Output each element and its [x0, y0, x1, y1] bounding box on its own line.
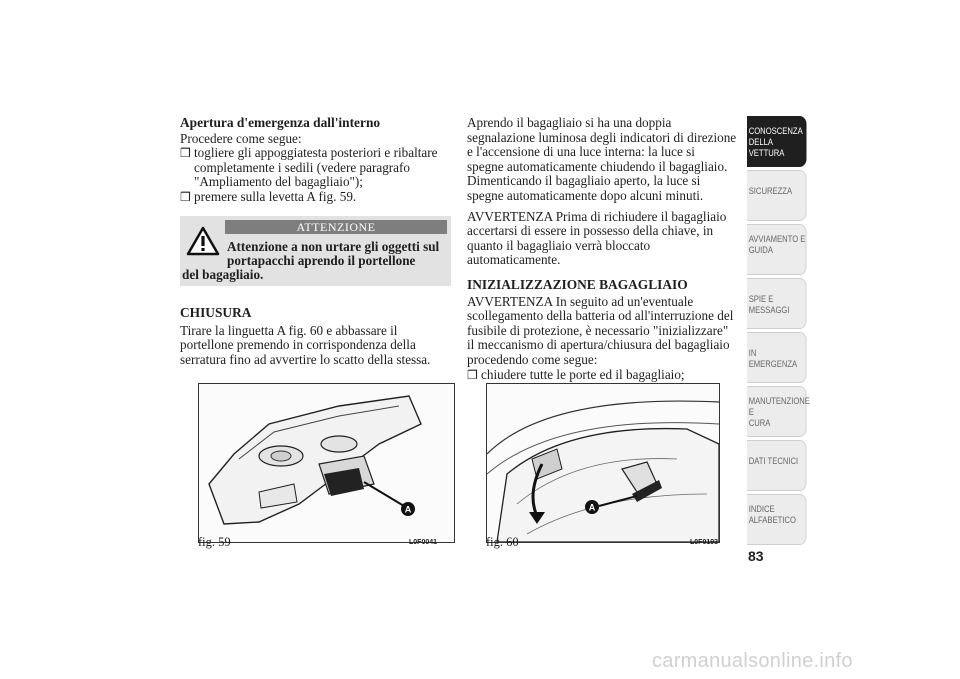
tab-label: DELLA VETTURA: [748, 137, 785, 158]
tab-in-emergenza[interactable]: [747, 332, 807, 383]
body-text: procedendo come segue:: [467, 351, 598, 367]
body-text: Dimenticando il bagagliaio aperto, la luce si: [467, 173, 701, 189]
tab-sicurezza[interactable]: [747, 170, 807, 221]
body-text: Aprendo il bagagliaio si ha una doppia: [467, 115, 672, 130]
warning-note: automaticamente.: [467, 252, 561, 268]
section-heading-closing: CHIUSURA: [180, 305, 252, 320]
section-heading-emergency-opening: Apertura d'emergenza dall'interno: [180, 115, 381, 130]
callout-label: A: [588, 502, 596, 513]
tailgate-lever-illustration: [199, 384, 454, 542]
warning-title: ATTENZIONE: [225, 220, 447, 234]
body-text: segnalazione luminosa degli indicatori di direzione: [467, 129, 737, 145]
tab-label: MANUTENZIONE E: [748, 396, 810, 417]
figure-caption: fig. 60: [486, 535, 519, 549]
list-item-text: premere sulla levetta A fig. 59.: [194, 188, 357, 204]
body-text: e l'accensione di una luce interna: la luce si: [467, 144, 695, 160]
list-item-text: "Ampliamento del bagagliaio");: [194, 174, 363, 190]
body-text: spegne automaticamente chiudendo il bagagliaio.: [467, 158, 728, 174]
tab-label: AVVIAMENTO E: [748, 234, 806, 244]
callout-label: A: [404, 504, 412, 515]
watermark: carmanualsonline.info: [652, 650, 853, 672]
warning-note: accertarsi di essere in possesso della chiave, in: [467, 223, 714, 239]
tab-label: SPIE E MESSAGGI: [748, 294, 790, 315]
body-text: fusibile di protezione, è necessario "inizializzare": [467, 322, 729, 338]
tab-label: DATI TECNICI: [748, 456, 799, 466]
right-column: [467, 116, 742, 382]
warning-line: portapacchi aprendo il portellone: [227, 253, 416, 268]
figure-59: [198, 383, 455, 543]
closing-section: [180, 306, 455, 367]
body-text: scollegamento della batteria od all'interruzione del: [467, 308, 734, 324]
tab-avviamento-guida[interactable]: [747, 224, 807, 275]
page-number: 83: [748, 548, 764, 564]
list-item: [180, 190, 455, 205]
tab-conoscenza-vettura[interactable]: [747, 116, 807, 167]
tailgate-tab-illustration: [487, 384, 719, 542]
figure-code: L0F0193: [690, 539, 719, 546]
section-heading-initialization: INIZIALIZZAZIONE BAGAGLIAIO: [467, 276, 688, 292]
list-item-text: completamente i sedili (vedere paragrafo: [194, 159, 411, 175]
warning-note: quanto il bagagliaio verrà bloccato: [467, 237, 651, 253]
tab-label: ALFABETICO: [748, 515, 796, 525]
tab-label: INDICE: [748, 504, 775, 514]
closing-text: portellone premendo in corrispondenza della: [180, 337, 416, 353]
body-text: il meccanismo di apertura/chiusura del bagagliaio: [467, 337, 730, 353]
list-item-text: chiudere tutte le porte ed il bagagliaio;: [481, 366, 685, 382]
list-item: [467, 368, 742, 383]
list-item-text: togliere gli appoggiatesta posteriori e ribaltare: [194, 145, 438, 161]
bullet-marker: ❒: [467, 367, 478, 382]
warning-text: [182, 240, 448, 282]
tab-spie-messaggi[interactable]: [747, 278, 807, 329]
warning-note: AVVERTENZA Prima di richiudere il bagagliaio: [467, 208, 727, 224]
closing-text: serratura fino ad avvertire lo scatto della stessa.: [180, 351, 431, 367]
body-text: AVVERTENZA In seguito ad un'eventuale: [467, 293, 694, 309]
intro-text: Procedere come segue:: [180, 130, 302, 146]
tab-label: CONOSCENZA: [748, 126, 803, 136]
tab-manutenzione-cura[interactable]: [747, 386, 810, 437]
figure-caption: fig. 59: [198, 535, 231, 549]
tab-indice-alfabetico[interactable]: [747, 494, 807, 545]
warning-box: [180, 216, 451, 286]
bullet-marker: ❒: [180, 146, 191, 161]
list-item: [180, 146, 455, 190]
tab-label: SICUREZZA: [748, 186, 793, 196]
tab-label: IN EMERGENZA: [748, 348, 798, 369]
body-text: spegne automaticamente dopo alcuni minuti.: [467, 187, 704, 203]
bullet-marker: ❒: [180, 189, 191, 204]
closing-text: Tirare la linguetta A fig. 60 e abbassare il: [180, 322, 398, 338]
tab-dati-tecnici[interactable]: [747, 440, 807, 491]
tab-label: GUIDA: [748, 245, 773, 255]
tab-label: CURA: [748, 418, 771, 428]
left-column: [180, 116, 455, 205]
figure-code: L0F0041: [409, 539, 438, 546]
figure-60: [486, 383, 720, 543]
warning-line: del bagagliaio.: [182, 267, 264, 282]
warning-line: Attenzione a non urtare gli oggetti sul: [227, 239, 440, 254]
